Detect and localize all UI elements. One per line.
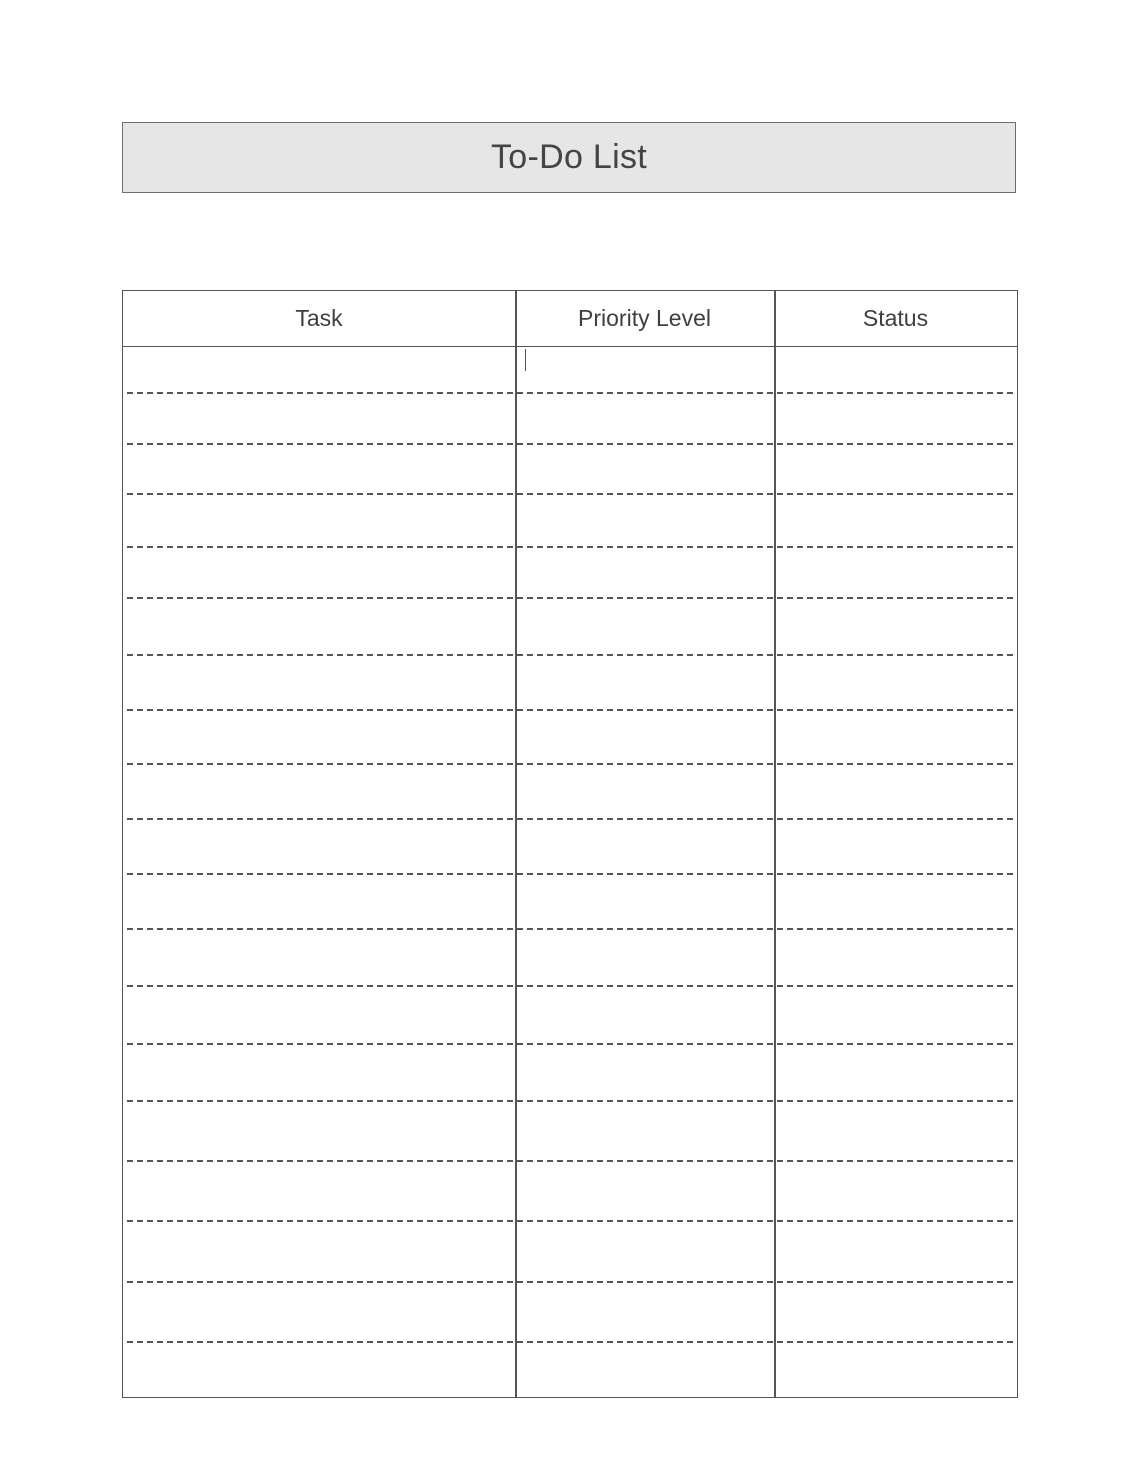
row-dashed-line (127, 1043, 1013, 1045)
row-dashed-line (127, 818, 1013, 820)
row-dashed-line (127, 763, 1013, 765)
row-dashed-line (127, 928, 1013, 930)
todo-table (122, 290, 1018, 1398)
column-header-status: Status (862, 305, 929, 331)
column-header-task: Task (295, 305, 343, 331)
row-dashed-line (127, 1100, 1013, 1102)
row-dashed-line (127, 654, 1013, 656)
row-dashed-line (127, 392, 1013, 394)
row-dashed-line (127, 1220, 1013, 1222)
row-dashed-line (127, 493, 1013, 495)
row-dashed-line (127, 546, 1013, 548)
row-dashed-line (127, 597, 1013, 599)
title-banner (122, 122, 1016, 193)
column-header-priority-level: Priority Level (578, 305, 711, 331)
table-rows (123, 291, 1017, 1397)
row-dashed-line (127, 873, 1013, 875)
page-title: To-Do List (490, 138, 648, 176)
row-dashed-line (127, 709, 1013, 711)
row-dashed-line (127, 985, 1013, 987)
row-dashed-line (127, 1160, 1013, 1162)
row-dashed-line (127, 1341, 1013, 1343)
row-dashed-line (127, 443, 1013, 445)
row-dashed-line (127, 1281, 1013, 1283)
